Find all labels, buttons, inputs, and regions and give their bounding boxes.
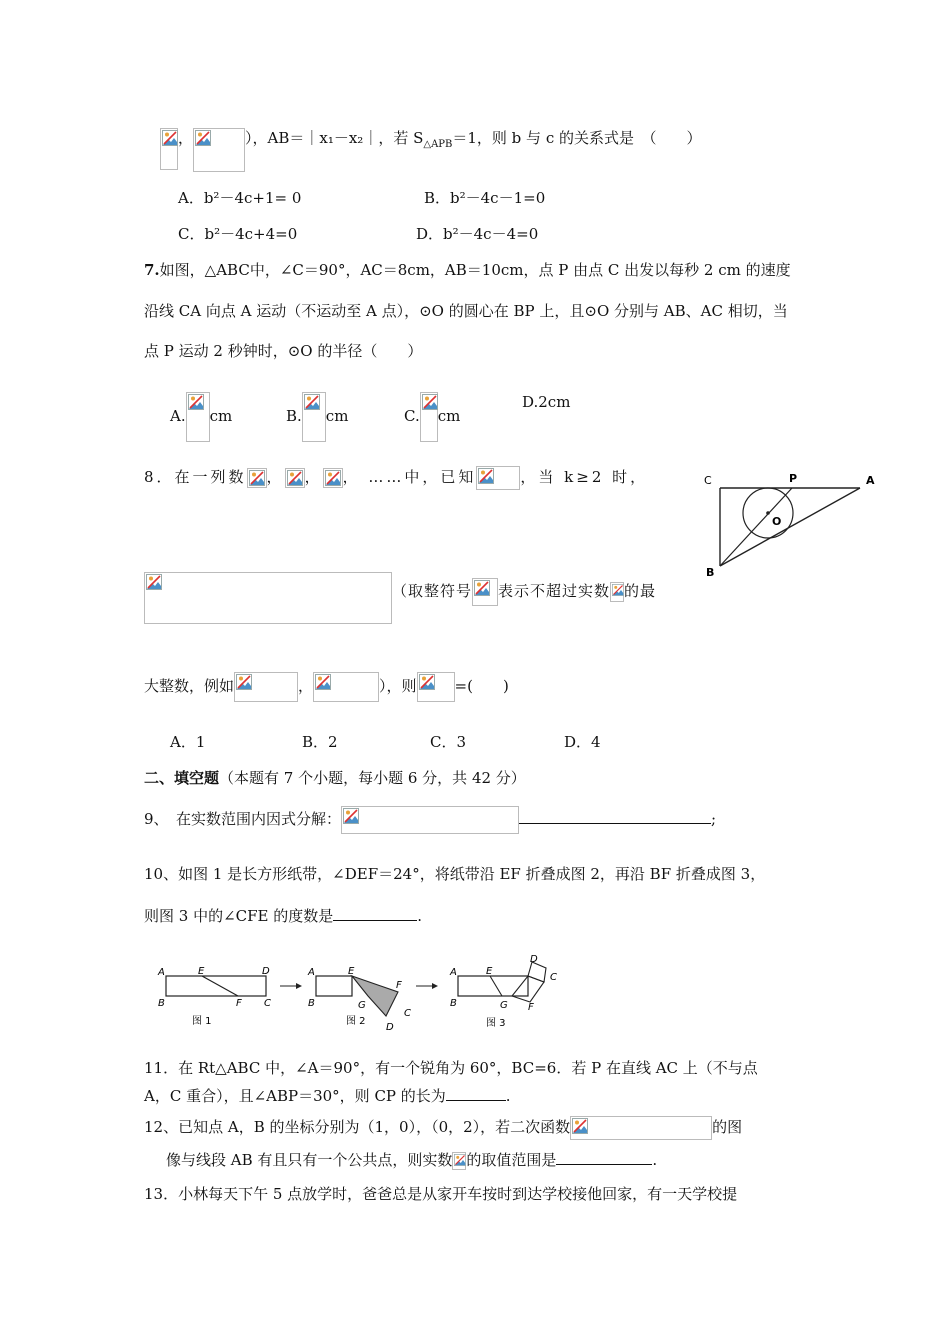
broken-image-icon [343, 808, 359, 824]
q8-line-1: 8．在一列数 ， ， ， ……中，已知 ，当 k≥2 时， [144, 466, 648, 490]
q7-option-b: B. cm [286, 392, 348, 442]
q6-option-c: C．b²－4c+4=0 [178, 225, 298, 243]
svg-text:B: B [308, 998, 315, 1009]
svg-text:E: E [486, 966, 493, 977]
q8-option-d: D．4 [564, 733, 601, 751]
q7-line-1: 7.如图，△ABC中，∠C＝90°，AC＝8cm，AB＝10cm，点 P 由点 C 出发以每秒 2 cm 的速度 [144, 261, 791, 279]
svg-text:F: F [528, 1002, 534, 1013]
formula-image [234, 672, 298, 702]
svg-text:F: F [396, 980, 402, 991]
answer-blank[interactable] [446, 1086, 506, 1101]
svg-text:D: D [530, 954, 538, 965]
q11-line-2: A，C 重合），且∠ABP＝30°，则 CP 的长为 . [144, 1087, 511, 1105]
answer-blank[interactable] [556, 1150, 652, 1165]
formula-image [186, 392, 210, 442]
svg-text:A: A [450, 967, 457, 978]
svg-text:B: B [158, 998, 165, 1009]
q11-line-1: 11．在 Rt△ABC 中，∠A＝90°，有一个锐角为 60°，BC=6．若 P 在直线 AC 上（不与点 [144, 1059, 758, 1077]
fold-line-ef [202, 976, 238, 996]
q7-line-2: 沿线 CA 向点 A 运动（不运动至 A 点），⊙O 的圆心在 BP 上，且⊙O 分别与 AB、AC 相切，当 [144, 302, 788, 320]
label-p: P [789, 472, 798, 485]
q6-option-b: B．b²－4c－1=0 [424, 189, 546, 207]
q6-formula-line: ， ），AB＝｜x₁－x₂｜，若 $S_{\triangle APB}=1$，则 b 与 c 的关系式是 （ ） [160, 128, 702, 172]
svg-text:C: C [550, 972, 557, 983]
strip-fig2 [316, 976, 352, 996]
broken-image-icon [195, 130, 211, 146]
svg-text:C: C [404, 1008, 411, 1019]
q7-option-a: A. cm [170, 392, 232, 442]
formula-image [144, 572, 392, 624]
svg-text:A: A [158, 967, 165, 978]
broken-image-icon [236, 674, 252, 690]
q7-option-d: D.2cm [522, 393, 571, 411]
broken-image-icon [146, 574, 162, 590]
formula-image [247, 468, 267, 488]
q6-option-a: A．b²－4c+1= 0 [178, 189, 302, 207]
formula-image [341, 806, 519, 834]
formula-image [193, 128, 245, 172]
answer-blank[interactable] [333, 906, 417, 921]
formula-image [313, 672, 379, 702]
q9-line: 9、 在实数范围内因式分解： ; [144, 806, 716, 834]
broken-image-icon [315, 674, 331, 690]
formula-image [570, 1116, 712, 1140]
side-ab [720, 488, 860, 566]
strip-fig1 [166, 976, 266, 996]
q6-option-d: D．b²－4c－4=0 [416, 225, 539, 243]
svg-text:B: B [450, 998, 457, 1009]
label-c: C [704, 474, 712, 487]
broken-image-icon [419, 674, 435, 690]
q8-option-a: A．1 [170, 733, 206, 751]
svg-text:G: G [358, 1000, 366, 1011]
formula-image [302, 392, 326, 442]
svg-text:F: F [236, 998, 242, 1009]
broken-image-icon [612, 584, 624, 596]
fig3-caption: 图 3 [486, 1018, 506, 1029]
broken-image-icon [162, 130, 178, 146]
q7-option-c: C. cm [404, 392, 460, 442]
q8-option-b: B．2 [302, 733, 338, 751]
broken-image-icon [304, 394, 320, 410]
broken-image-icon [188, 394, 204, 410]
label-o: O [772, 515, 782, 528]
q8-option-c: C．3 [430, 733, 467, 751]
q13-line-1: 13．小林每天下午 5 点放学时，爸爸总是从家开车按时到达学校接他回家，有一天学校提 [144, 1185, 738, 1203]
formula-image [420, 392, 438, 442]
section-2-heading: 二、填空题（本题有 7 个小题，每小题 6 分，共 42 分） [144, 769, 526, 787]
broken-image-icon [249, 470, 265, 486]
svg-text:D: D [386, 1022, 394, 1033]
broken-image-icon [325, 470, 341, 486]
formula-image [285, 468, 305, 488]
formula-image [472, 578, 498, 606]
strip-fig3 [458, 976, 528, 996]
broken-image-icon [422, 394, 438, 410]
q8-line-3: 大整数，例如 ， ），则 =( ) [144, 672, 509, 702]
broken-image-icon [478, 468, 494, 484]
q10-line-1: 10、如图 1 是长方形纸带，∠DEF＝24°，将纸带沿 EF 折叠成图 2，再沿 BF 折叠成图 3， [144, 865, 766, 883]
q10-folding-figure [150, 954, 570, 1040]
q7-line-3: 点 P 运动 2 秒钟时，⊙O 的半径（ ） [144, 342, 423, 360]
svg-text:C: C [264, 998, 271, 1009]
q8-line-2: （取整符号 表示不超过实数 的最 [144, 572, 656, 624]
broken-image-icon [287, 470, 303, 486]
q8-triangle-figure [700, 468, 880, 578]
center-point [766, 511, 770, 515]
fig1-caption: 图 1 [192, 1016, 212, 1027]
q12-line-1: 12、已知点 A，B 的坐标分别为（1，0），（0，2），若二次函数 的图 [144, 1116, 742, 1140]
formula-image [610, 582, 624, 602]
broken-image-icon [474, 580, 490, 596]
svg-text:D: D [262, 966, 270, 977]
fig2-caption: 图 2 [346, 1016, 366, 1027]
formula-image [476, 466, 520, 490]
broken-image-icon [454, 1154, 466, 1166]
svg-text:E: E [198, 966, 205, 977]
label-b: B [706, 566, 715, 578]
svg-text:G: G [500, 1000, 508, 1011]
q10-line-2: 则图 3 中的∠CFE 的度数是 . [144, 907, 423, 925]
broken-image-icon [572, 1118, 588, 1134]
label-a: A [866, 474, 875, 487]
answer-blank[interactable] [519, 809, 711, 824]
formula-image [323, 468, 343, 488]
formula-image [160, 128, 178, 170]
formula-image [452, 1152, 466, 1170]
formula-image [417, 672, 455, 702]
svg-text:E: E [348, 966, 355, 977]
svg-text:A: A [308, 967, 315, 978]
q12-line-2: 像与线段 AB 有且只有一个公共点，则实数 的取值范围是 . [166, 1151, 658, 1169]
